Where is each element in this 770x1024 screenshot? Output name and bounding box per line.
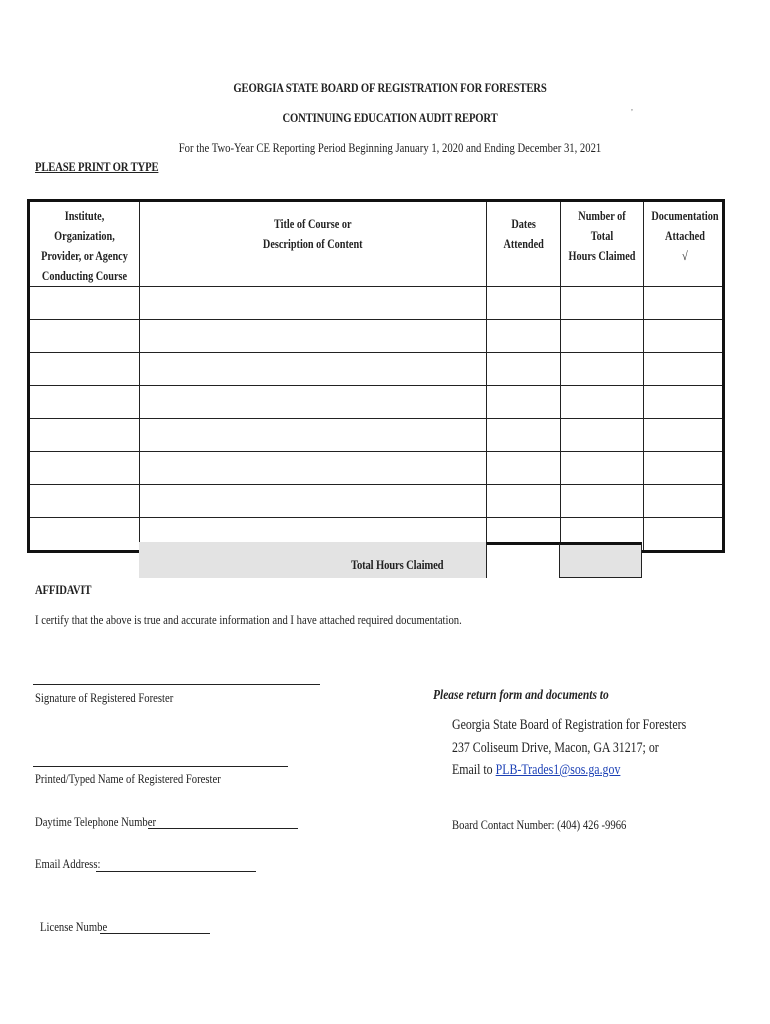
total-label-cell <box>139 542 486 578</box>
table-cell[interactable] <box>29 320 140 353</box>
col-title <box>140 201 487 287</box>
ce-table <box>27 199 725 553</box>
table-cell[interactable] <box>644 386 724 419</box>
col-title-label: Title of Course or Description of Content <box>263 217 363 251</box>
table-cell[interactable] <box>140 353 487 386</box>
table-cell[interactable] <box>140 452 487 485</box>
table-cell[interactable] <box>29 386 140 419</box>
table-cell[interactable] <box>140 386 487 419</box>
email-link[interactable]: PLB-Trades1@sos.ga.gov <box>495 762 621 778</box>
license-line[interactable] <box>100 933 210 934</box>
table-cell[interactable] <box>644 518 724 552</box>
table-cell[interactable] <box>644 320 724 353</box>
email-label: Email Address: <box>35 856 101 871</box>
table-cell[interactable] <box>644 287 724 320</box>
license-label: License Numbe <box>40 919 108 934</box>
table-row <box>29 287 724 320</box>
table-cell[interactable] <box>487 386 561 419</box>
table-cell[interactable] <box>561 353 644 386</box>
table-cell[interactable] <box>29 452 140 485</box>
table-cell[interactable] <box>29 419 140 452</box>
affidavit-statement: I certify that the above is true and accurate information and I have attached required documentation. <box>35 612 462 627</box>
col-documentation <box>644 201 724 287</box>
phone-line[interactable] <box>148 828 298 829</box>
email-prefix: Email to <box>452 762 496 778</box>
col-institute <box>29 201 140 287</box>
total-dates-cell <box>486 542 560 578</box>
board-title: GEORGIA STATE BOARD OF REGISTRATION FOR FORESTERS <box>233 80 547 95</box>
table-cell[interactable] <box>561 287 644 320</box>
signature-line[interactable] <box>33 684 320 685</box>
table-row <box>29 419 724 452</box>
print-instruction: PLEASE PRINT OR TYPE <box>35 159 159 174</box>
table-cell[interactable] <box>487 452 561 485</box>
printed-name-line[interactable] <box>33 766 288 767</box>
table-cell[interactable] <box>140 287 487 320</box>
table-cell[interactable] <box>487 419 561 452</box>
table-cell[interactable] <box>140 419 487 452</box>
table-cell[interactable] <box>29 287 140 320</box>
table-cell[interactable] <box>644 353 724 386</box>
table-cell[interactable] <box>487 287 561 320</box>
table-row <box>29 485 724 518</box>
stray-mark: , <box>631 103 633 112</box>
table-cell[interactable] <box>644 485 724 518</box>
table-cell[interactable] <box>561 320 644 353</box>
table-cell[interactable] <box>487 353 561 386</box>
table-header-row <box>29 201 724 287</box>
table-cell[interactable] <box>644 452 724 485</box>
total-hours-label: Total Hours Claimed <box>351 557 444 572</box>
table-cell[interactable] <box>140 485 487 518</box>
table-cell[interactable] <box>561 452 644 485</box>
col-dates-label: Dates Attended <box>503 217 544 251</box>
table-cell[interactable] <box>140 320 487 353</box>
total-hours-input[interactable] <box>559 542 642 578</box>
return-address-line1: Georgia State Board of Registration for Foresters <box>452 717 687 733</box>
table-cell[interactable] <box>561 485 644 518</box>
signature-label: Signature of Registered Forester <box>35 690 174 705</box>
return-email-line <box>452 762 620 779</box>
col-hours-label: Number of Total Hours Claimed <box>568 209 636 263</box>
col-dates <box>487 201 561 287</box>
table-cell[interactable] <box>561 386 644 419</box>
table-cell[interactable] <box>29 485 140 518</box>
table-row <box>29 353 724 386</box>
phone-label: Daytime Telephone Number <box>35 814 157 829</box>
table-row <box>29 386 724 419</box>
report-title: CONTINUING EDUCATION AUDIT REPORT <box>282 110 498 125</box>
email-line[interactable] <box>96 871 256 872</box>
board-contact-number: Board Contact Number: (404) 426 -9966 <box>452 817 627 832</box>
table-cell[interactable] <box>29 518 140 552</box>
return-heading: Please return form and documents to <box>433 688 609 703</box>
table-cell[interactable] <box>29 353 140 386</box>
table-row <box>29 452 724 485</box>
affidavit-heading: AFFIDAVIT <box>35 582 92 597</box>
table-cell[interactable] <box>644 419 724 452</box>
table-cell[interactable] <box>487 485 561 518</box>
table-cell[interactable] <box>561 419 644 452</box>
printed-name-label: Printed/Typed Name of Registered Forester <box>35 771 221 786</box>
col-hours <box>561 201 644 287</box>
period-text: For the Two-Year CE Reporting Period Beginning January 1, 2020 and Ending December 31, 2021 <box>178 140 602 155</box>
table-cell[interactable] <box>487 320 561 353</box>
col-documentation-label: Documentation Attached √ <box>651 209 719 263</box>
return-address-line2: 237 Coliseum Drive, Macon, GA 31217; or <box>452 740 659 756</box>
col-institute-label: Institute, Organization, Provider, or Agency Conducting Course <box>41 209 128 283</box>
table-row <box>29 320 724 353</box>
